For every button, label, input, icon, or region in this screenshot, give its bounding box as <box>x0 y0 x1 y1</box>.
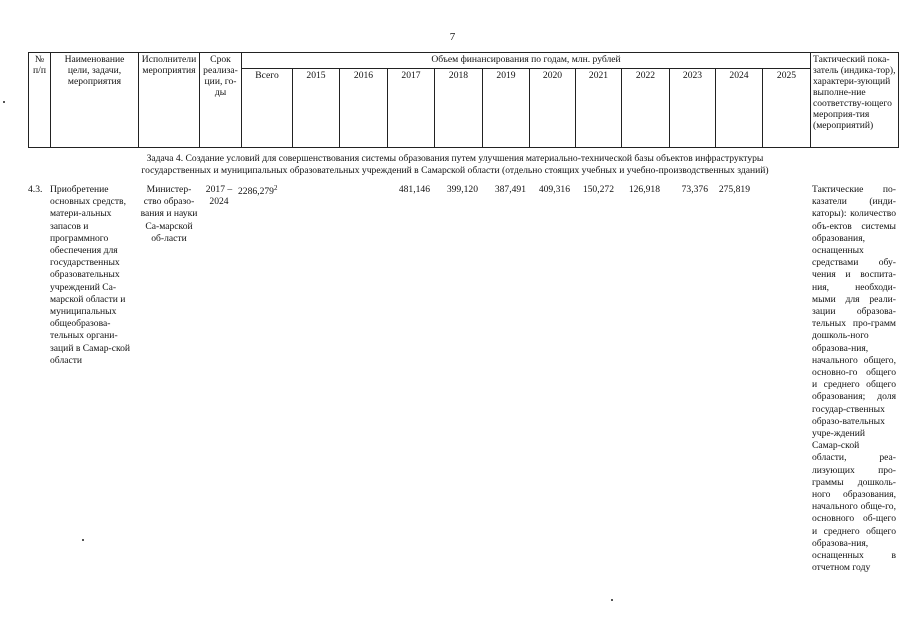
row-total-value: 2286,279 <box>238 186 274 198</box>
row-name: Приобретение основных средств, матери-альных запасов и программного обеспечения для государственных образовательных учреждений Са-марской области и муниципальных общеобразова-тельных органи-заций в Самар-ской области <box>50 184 131 366</box>
header-funding: Объем финансирования по годам, млн. рублей <box>242 53 811 69</box>
header-executor: Исполнители мероприятия <box>139 53 200 148</box>
header-year: 2015 <box>293 69 340 148</box>
row-indicator: Тактические по-казатели (инди-каторы): количество объ-ектов системы образования, оснащенных средствами обу-чения и воспита-ния, необходи-мыми для реали-зации образова-тельных про-грамм дошколь-ного образова-ния, начального общего, основно-го общего и среднего общего образования; доля государ-ственных образо-вательных учре-ждений Самар-ской области, реа-лизующих про-граммы дошколь-ного образования, начального обще-го, основного об-щего и среднего общего образова-ния, оснащенных в отчетном году <box>812 184 896 574</box>
value-2021: 150,272 <box>582 184 614 195</box>
row-number: 4.3. <box>28 184 43 195</box>
header-year: 2024 <box>716 69 763 148</box>
row-term: 2017 – 2024 <box>205 184 233 208</box>
header-name: Наименование цели, задачи, мероприятия <box>51 53 139 148</box>
header-year: 2020 <box>530 69 576 148</box>
scan-speck <box>3 101 5 103</box>
header-indicator: Тактический пока-затель (индика-тор), характери-зующий выполне-ние соответству-ющего мероприя-тия (мероприятий) <box>811 53 899 148</box>
header-year: 2021 <box>576 69 622 148</box>
value-2017: 481,146 <box>398 184 430 195</box>
header-term: Срок реализа-ции, го-ды <box>200 53 242 148</box>
header-year: 2022 <box>622 69 670 148</box>
header-num: № п/п <box>29 53 51 148</box>
row-total <box>238 184 298 197</box>
header-year: 2019 <box>483 69 530 148</box>
header-year: 2017 <box>388 69 435 148</box>
scan-speck <box>611 599 613 601</box>
header-year: Всего <box>242 69 293 148</box>
header-year: 2023 <box>670 69 716 148</box>
value-2022: 126,918 <box>628 184 660 195</box>
row-total-footnote: 2 <box>273 184 278 192</box>
header-year: 2018 <box>435 69 483 148</box>
value-2018: 399,120 <box>446 184 478 195</box>
value-2024: 275,819 <box>718 184 750 195</box>
value-2023: 73,376 <box>681 184 708 195</box>
value-2020: 409,316 <box>538 184 570 195</box>
row-executor: Министер-ство образо-вания и науки Са-марской об-ласти <box>140 184 198 244</box>
task-heading <box>60 153 850 177</box>
task-line: государственных и муниципальных образовательных учреждений в Самарской области (отдельно стоящих учебных и учебно-производственных зданий) <box>141 165 769 176</box>
value-2019: 387,491 <box>494 184 526 195</box>
header-year: 2016 <box>340 69 388 148</box>
page-number: 7 <box>449 31 456 43</box>
task-line: Задача 4. Создание условий для совершенствования системы образования путем улучшения материально-технической базы объектов инфраструктуры <box>146 153 764 164</box>
scan-speck <box>82 539 84 541</box>
header-year: 2025 <box>763 69 811 148</box>
table-header <box>28 52 899 148</box>
